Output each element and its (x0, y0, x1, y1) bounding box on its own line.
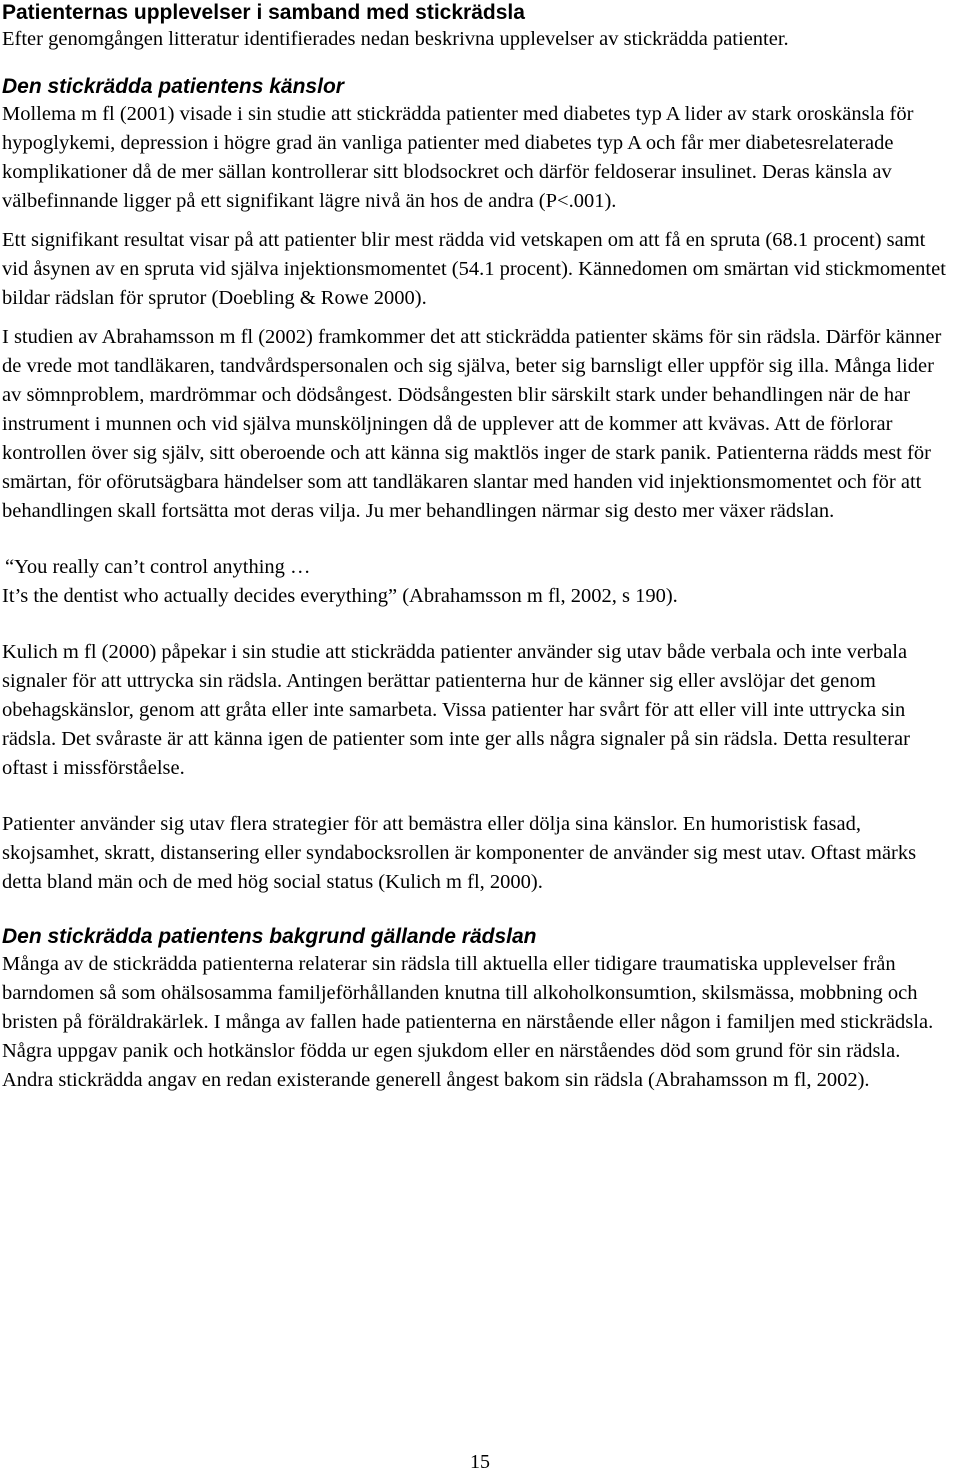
subsection-title-background: Den stickrädda patientens bakgrund gällande rädslan (2, 925, 537, 948)
spacer (2, 313, 952, 323)
spacer (2, 216, 952, 226)
page-number: 15 (470, 1451, 490, 1473)
section-intro: Efter genomgången litteratur identifierades nedan beskrivna upplevelser av stickrädda patienter. (2, 28, 789, 50)
document-page (2, 0, 952, 1095)
subsection-title-feelings: Den stickrädda patientens känslor (2, 75, 344, 98)
spacer (2, 611, 952, 638)
paragraph-background: Många av de stickrädda patienterna relaterar sin rädsla till aktuella eller tidigare traumatiska upplevelser från barndomen så som ohälsosamma familjeförhållanden knutna till alkoholkonsumtion, skilsmässa, mobbning och bristen på föräldrakärlek. I många av fallen hade patienterna en närstående eller någon i familjen med stickrädsla. Några uppgav panik och hotkänslor födda ur egen sjukdom eller en närståendes död som grund för sin rädsla. Andra stickrädda angav en redan existerande generell ångest bakom sin rädsla (Abrahamsson m fl, 2002). (2, 953, 934, 1091)
quote-block (2, 553, 952, 611)
quote-line-2: It’s the dentist who actually decides everything” (Abrahamsson m fl, 2002, s 190). (2, 585, 678, 607)
spacer (2, 526, 952, 553)
paragraph-kulich: Kulich m fl (2000) påpekar i sin studie att stickrädda patienter använder sig utav både verbala och inte verbala signaler för att uttrycka sin rädsla. Antingen berättar patienterna hur de känner sig eller avslöjar det genom obehagskänslor, genom att gråta eller inte samarbeta. Vissa patienter har svårt för att eller vill inte uttrycka sin rädsla. Det svåraste är att känna igen de patienter som inte ger alls några signaler på sin rädsla. Detta resulterar oftast i missförståelse. (2, 641, 910, 779)
quote-line-1: “You really can’t control anything … (5, 556, 311, 578)
section-title: Patienternas upplevelser i samband med stickrädsla (2, 1, 525, 24)
paragraph-strategies: Patienter använder sig utav flera strategier för att bemästra eller dölja sina känslor. En humoristisk fasad, skojsamhet, skratt, distansering eller syndabocksrollen är komponenter de använder sig mest utav. Oftast märks detta bland män och de med hög social status (Kulich m fl, 2000). (2, 813, 917, 893)
paragraph-mollema: Mollema m fl (2001) visade i sin studie att stickrädda patienter med diabetes typ A lider av stark oroskänsla för hypoglykemi, depression i högre grad än vanliga patienter med diabetes typ A och får mer diabetesrelaterade komplikationer då de mer sällan kontrollerar sitt blodsockret och därför feldoserar insulinet. Deras känsla av välbefinnande ligger på ett signifikant lägre nivå än hos de andra (P<.001). (2, 103, 914, 212)
spacer (2, 783, 952, 810)
spacer (2, 897, 952, 924)
paragraph-significant-result: Ett signifikant resultat visar på att patienter blir mest rädda vid vetskapen om att få en spruta (68.1 procent) samt vid åsynen av en spruta vid själva injektionsmomentet (54.1 procent). Kännedomen om smärtan vid stickmomentet bildar rädslan för sprutor (Doebling & Rowe 2000). (2, 229, 946, 309)
spacer (2, 52, 952, 74)
paragraph-abrahamsson: I studien av Abrahamsson m fl (2002) framkommer det att stickrädda patienter skäms för sin rädsla. Därför känner de vrede mot tandläkaren, tandvårdspersonalen och sig själva, beter sig barnsligt eller uppför sig illa. Många lider av sömnproblem, mardrömmar och dödsångest. Dödsångesten blir särskilt stark under behandlingen när de har instrument i munnen och vid själva munsköljningen då de upplever att de kommer att kvävas. Att de förlorar kontrollen över sig själv, sitt oberoende och att känna sig maktlös inger de stark panik. Patienterna rädds mest för smärtan, för oförutsägbara händelser som att tandläkaren slantar med handen vid injektionsmomentet och för att behandlingen skall fortsätta mot deras vilja. Ju mer behandlingen närmar sig desto mer växer rädslan. (2, 326, 942, 522)
